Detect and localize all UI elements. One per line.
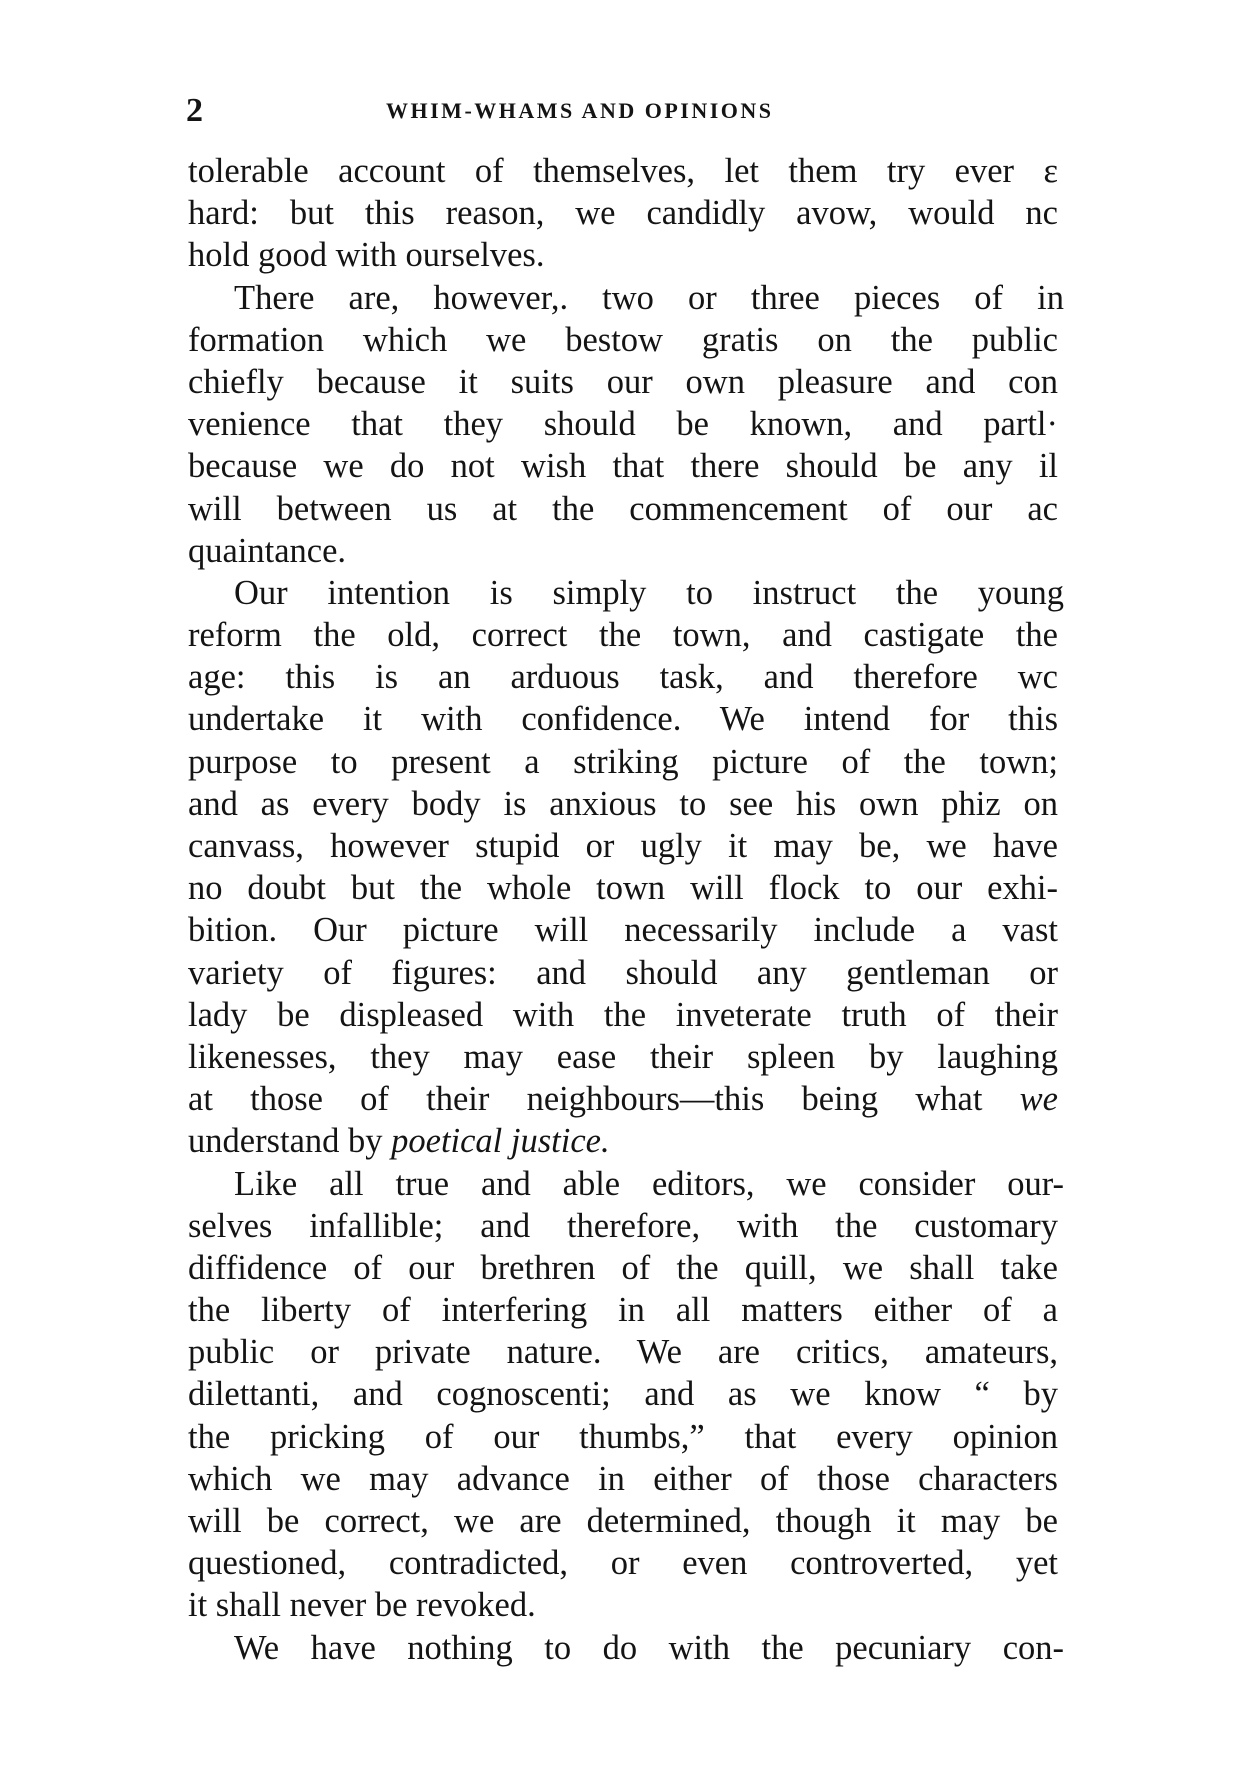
text-line <box>188 1120 1088 1162</box>
text-line: variety of figures: and should any gentleman or <box>188 953 1058 992</box>
text-line: dilettanti, and cognoscenti; and as we know “ by <box>188 1375 1058 1414</box>
text-line: and as every body is anxious to see his own phiz on <box>188 784 1058 823</box>
running-head-title: WHIM-WHAMS AND OPINIONS <box>386 98 774 123</box>
text-line: likenesses, they may ease their spleen by laughing <box>188 1037 1058 1076</box>
text-line: We have nothing to do with the pecuniary con- <box>234 1628 1064 1667</box>
text-line: venience that they should be known, and partl· <box>188 405 1058 444</box>
text-line: age: this is an arduous task, and therefore wc <box>188 658 1058 697</box>
text-line: no doubt but the whole town will flock to our exhi- <box>188 869 1058 908</box>
text-line: diffidence of our brethren of the quill, we shall take <box>188 1248 1058 1287</box>
text-line: Our intention is simply to instruct the young <box>234 573 1064 612</box>
text-line: it shall never be revoked. <box>188 1586 536 1625</box>
text-line: Like all true and able editors, we consider our- <box>234 1164 1064 1203</box>
italic-word: we <box>1019 1080 1058 1119</box>
text-line: formation which we bestow gratis on the public <box>188 320 1058 359</box>
italic-phrase: poetical justice. <box>391 1122 610 1161</box>
text-line-part: at those of their neighbours—this being what <box>188 1080 1020 1119</box>
text-line: reform the old, correct the town, and castigate the <box>188 616 1058 655</box>
text-line: There are, however,. two or three pieces of in <box>234 278 1064 317</box>
running-head <box>186 92 1086 132</box>
body-text <box>188 150 1088 1669</box>
text-line: quaintance. <box>188 531 347 570</box>
text-line: bition. Our picture will necessarily include a vast <box>188 911 1058 950</box>
page-number: 2 <box>186 92 203 129</box>
text-line: will be correct, we are determined, though it may be <box>188 1502 1058 1540</box>
text-line <box>188 1078 1058 1120</box>
text-line: selves infallible; and therefore, with the customary <box>188 1206 1058 1245</box>
text-line: the pricking of our thumbs,” that every opinion <box>188 1417 1058 1456</box>
text-line: undertake it with confidence. We intend for this <box>188 700 1058 739</box>
text-line: because we do not wish that there should be any il <box>188 447 1058 486</box>
text-line: public or private nature. We are critics, amateurs, <box>188 1333 1058 1372</box>
text-line-part: understand by <box>188 1122 392 1161</box>
text-line: hard: but this reason, we candidly avow, would nc <box>188 194 1058 233</box>
text-line: canvass, however stupid or ugly it may be, we have <box>188 827 1058 865</box>
text-line: the liberty of interfering in all matters either of a <box>188 1291 1058 1330</box>
text-line: which we may advance in either of those characters <box>188 1459 1058 1498</box>
text-line: lady be displeased with the inveterate truth of their <box>188 995 1058 1034</box>
text-line: will between us at the commencement of our ac <box>188 489 1058 528</box>
text-line: hold good with ourselves. <box>188 236 545 275</box>
text-line: tolerable account of themselves, let them try ever ε <box>188 152 1058 190</box>
text-line: purpose to present a striking picture of the town; <box>188 742 1058 781</box>
text-line: questioned, contradicted, or even controverted, yet <box>188 1544 1058 1583</box>
text-line: chiefly because it suits our own pleasure and con <box>188 362 1058 401</box>
